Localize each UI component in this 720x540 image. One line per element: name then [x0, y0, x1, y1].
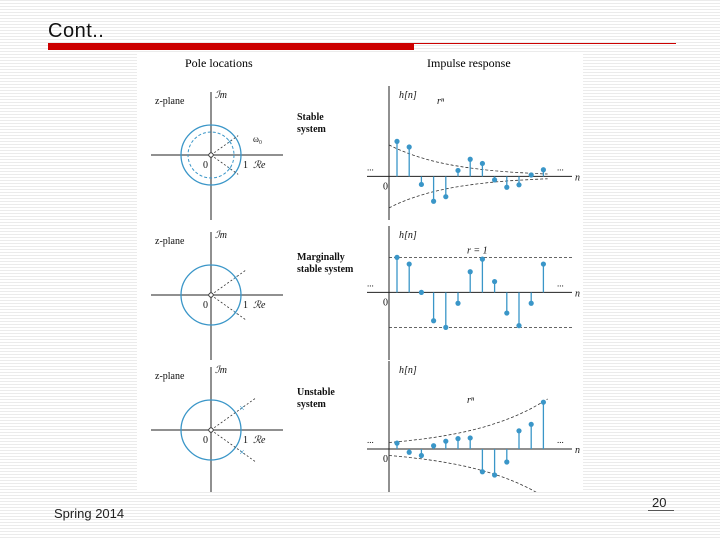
origin-marker	[209, 293, 213, 297]
unit-label: 1	[243, 300, 248, 311]
impulse-stem-dot	[443, 439, 448, 444]
impulse-stem-dot	[480, 469, 485, 474]
footer-date: Spring 2014	[54, 506, 125, 521]
impulse-stem-dot	[419, 290, 424, 295]
ellipsis-left: ...	[367, 278, 374, 289]
system-type-label: stable system	[297, 264, 354, 275]
z-plane-label: z-plane	[155, 371, 185, 382]
impulse-stem-dot	[516, 182, 521, 187]
system-type-label: Marginally	[297, 252, 345, 263]
figure-canvas	[137, 52, 583, 492]
impulse-stem-dot	[529, 172, 534, 177]
omega-label: ω₀	[253, 134, 263, 144]
pole-ray	[211, 430, 256, 462]
pole-marker: ×	[239, 447, 245, 459]
envelope-lower	[389, 179, 548, 208]
impulse-stem-dot	[455, 301, 460, 306]
impulse-stem-dot	[516, 428, 521, 433]
unit-label: 1	[243, 160, 248, 171]
pole-marker: ×	[232, 307, 239, 319]
system-type-label: Unstable	[297, 387, 335, 398]
header-pole-locations: Pole locations	[185, 56, 253, 70]
ellipsis-right: ...	[557, 162, 564, 173]
impulse-stem-dot	[394, 441, 399, 446]
impulse-stem-dot	[443, 325, 448, 330]
pole-impulse-figure	[137, 52, 583, 492]
impulse-stem-dot	[504, 310, 509, 315]
system-type-label: system	[297, 124, 326, 135]
impulse-h-label: h[n]	[399, 230, 417, 241]
imaginary-axis-label: ℐm	[215, 230, 227, 241]
origin-label: 0	[203, 300, 208, 311]
impulse-stem-dot	[529, 301, 534, 306]
imaginary-axis-label: ℐm	[215, 90, 227, 101]
envelope-label: r = 1	[467, 245, 488, 257]
page-number-rule	[648, 510, 674, 511]
impulse-stem-dot	[455, 436, 460, 441]
header-impulse-response: Impulse response	[427, 56, 511, 70]
envelope-lower	[389, 456, 548, 493]
ellipsis-right: ...	[557, 278, 564, 289]
impulse-stem-dot	[468, 435, 473, 440]
slide-title: Cont..	[48, 20, 105, 42]
origin-marker	[209, 153, 213, 157]
ellipsis-left: ...	[367, 435, 374, 445]
impulse-h-label: h[n]	[399, 365, 417, 376]
impulse-stem-dot	[529, 422, 534, 427]
ellipsis-right: ...	[557, 435, 564, 445]
origin-label: 0	[203, 435, 208, 446]
impulse-stem-dot	[407, 450, 412, 455]
origin-marker	[209, 428, 213, 432]
impulse-n-label: n	[575, 172, 580, 184]
impulse-stem-dot	[492, 472, 497, 477]
impulse-zero-label: 0	[383, 297, 388, 309]
pole-ray	[211, 398, 256, 430]
impulse-stem-dot	[394, 139, 399, 144]
z-plane-label: z-plane	[155, 96, 185, 107]
impulse-zero-label: 0	[383, 454, 388, 465]
z-plane-label: z-plane	[155, 236, 185, 247]
impulse-stem-dot	[407, 261, 412, 266]
impulse-stem-dot	[541, 400, 546, 405]
system-type-label: Stable	[297, 112, 324, 123]
unit-label: 1	[243, 435, 248, 446]
impulse-h-label: h[n]	[399, 90, 417, 101]
impulse-stem-dot	[480, 161, 485, 166]
envelope-label: rⁿ	[437, 96, 445, 107]
title-accent-bar	[48, 43, 414, 50]
impulse-stem-dot	[431, 318, 436, 323]
impulse-zero-label: 0	[383, 181, 388, 193]
row-marginal	[151, 226, 580, 360]
impulse-stem-dot	[431, 199, 436, 204]
row-unstable	[151, 361, 580, 492]
pole-marker: ×	[239, 403, 245, 415]
impulse-stem-dot	[419, 182, 424, 187]
impulse-stem-dot	[431, 443, 436, 448]
impulse-stem-dot	[504, 185, 509, 190]
impulse-stem-dot	[407, 144, 412, 149]
impulse-stem-dot	[541, 167, 546, 172]
row-stable	[151, 86, 580, 220]
real-axis-label: ℛe	[253, 300, 266, 311]
ellipsis-left: ...	[367, 162, 374, 173]
impulse-n-label: n	[575, 288, 580, 300]
impulse-stem-dot	[455, 168, 460, 173]
system-type-label: system	[297, 399, 326, 410]
pole-marker: ×	[226, 163, 233, 175]
real-axis-label: ℛe	[253, 435, 266, 446]
impulse-stem-dot	[468, 269, 473, 274]
impulse-stem-dot	[516, 323, 521, 328]
page-number: 20	[652, 495, 667, 510]
impulse-stem-dot	[504, 459, 509, 464]
pole-marker: ×	[226, 137, 233, 149]
impulse-stem-dot	[541, 261, 546, 266]
title-rule	[414, 43, 676, 44]
impulse-stem-dot	[443, 194, 448, 199]
impulse-stem-dot	[480, 257, 485, 262]
impulse-stem-dot	[419, 453, 424, 458]
impulse-stem-dot	[394, 255, 399, 260]
impulse-stem-dot	[468, 157, 473, 162]
impulse-stem-dot	[492, 279, 497, 284]
impulse-stem-dot	[492, 177, 497, 182]
pole-marker: ×	[232, 273, 239, 285]
impulse-n-label: n	[575, 445, 580, 456]
origin-label: 0	[203, 160, 208, 171]
real-axis-label: ℛe	[253, 160, 266, 171]
imaginary-axis-label: ℐm	[215, 365, 227, 376]
envelope-label: rⁿ	[467, 395, 475, 406]
